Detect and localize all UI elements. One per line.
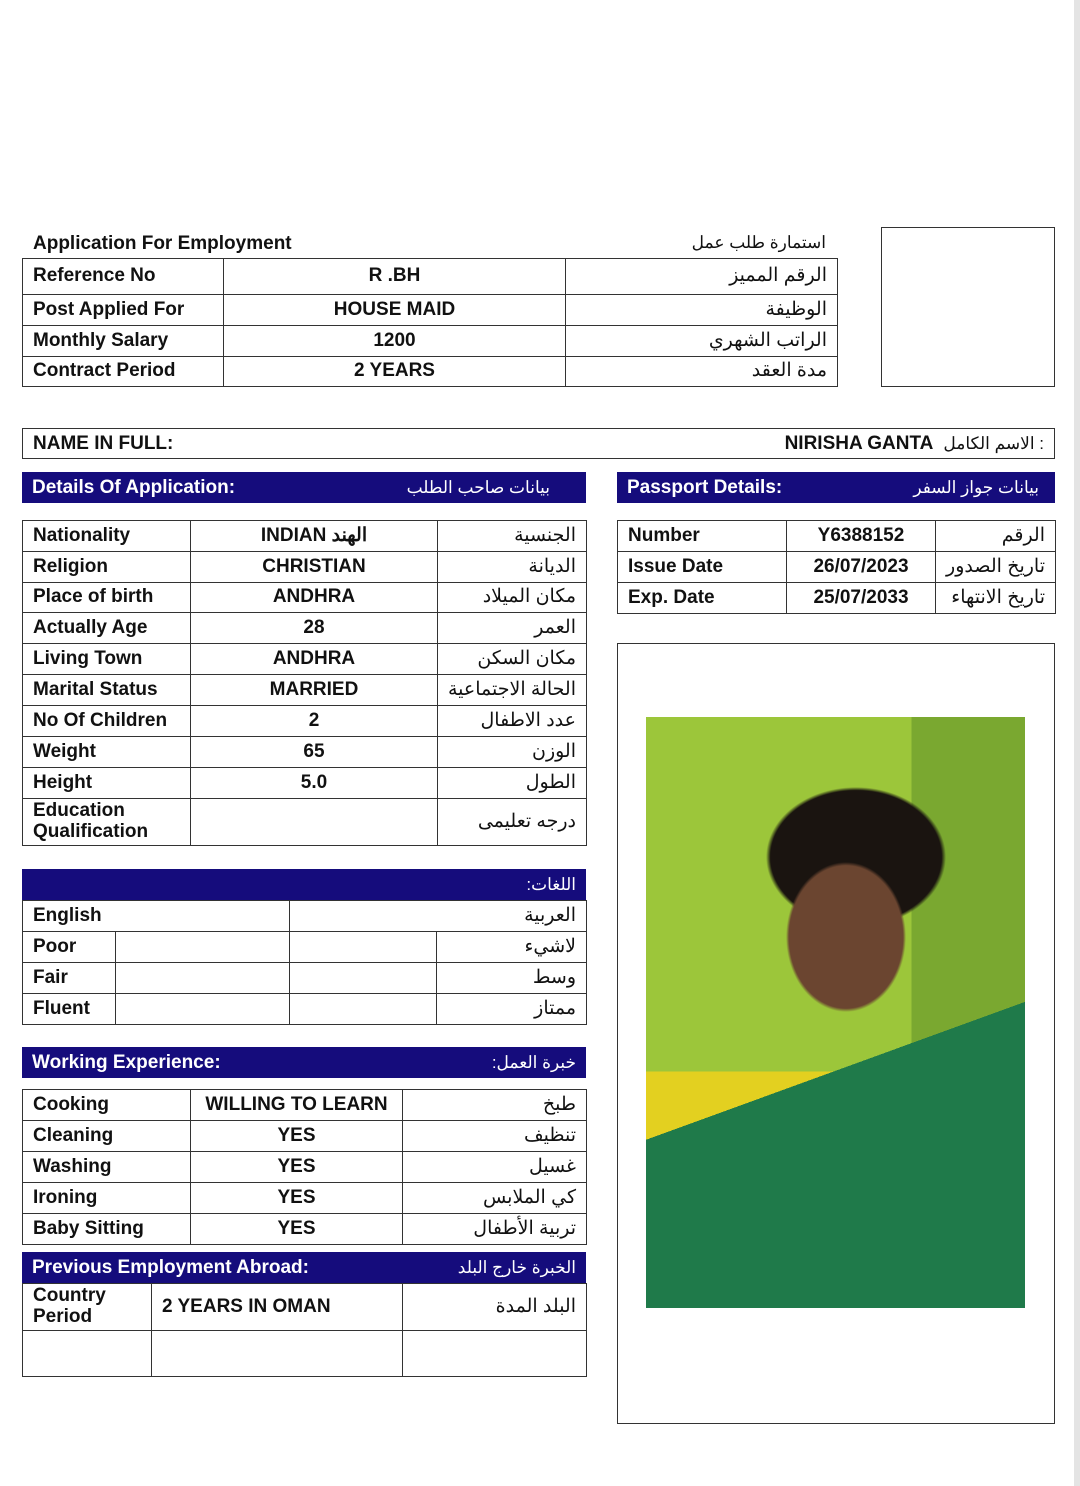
prev-grid <box>22 1283 587 1377</box>
skill-value: YES <box>191 1152 403 1183</box>
passport-title-ar: بيانات جواز السفر <box>913 477 1039 497</box>
field-value: 5.0 <box>191 768 438 799</box>
field-value: CHRISTIAN <box>191 552 438 583</box>
form-title-ar: استمارة طلب عمل <box>691 233 826 252</box>
field-label: Height <box>23 768 191 799</box>
skill-value: YES <box>191 1121 403 1152</box>
field-label-ar: الحالة الاجتماعية <box>438 675 587 706</box>
table-row <box>23 901 587 932</box>
table-row <box>23 768 587 799</box>
skill-label-ar: تربية الأطفال <box>403 1214 587 1245</box>
details-grid <box>22 520 587 846</box>
language-arabic-label: العربية <box>290 901 587 932</box>
table-row <box>618 583 1056 614</box>
full-name-label-ar: : الاسم الكامل <box>943 433 1044 453</box>
field-label <box>23 1331 152 1377</box>
field-label-ar: مدة العقد <box>566 357 838 387</box>
table-row <box>23 644 587 675</box>
field-value: Y6388152 <box>787 521 936 552</box>
field-label-ar: درجه تعليمى <box>438 799 587 846</box>
field-label: Nationality <box>23 521 191 552</box>
field-label-ar: البلد المدة <box>403 1284 587 1331</box>
table-row <box>23 963 587 994</box>
field-value: HOUSE MAID <box>224 295 566 326</box>
header-grid <box>22 258 838 387</box>
level-label-ar: وسط <box>437 963 587 994</box>
field-value: 26/07/2023 <box>787 552 936 583</box>
field-value: 25/07/2033 <box>787 583 936 614</box>
field-value <box>152 1331 403 1377</box>
arabic-level-cell <box>290 994 437 1025</box>
arabic-level-cell <box>290 932 437 963</box>
table-row <box>23 583 587 613</box>
skill-label: Cleaning <box>23 1121 191 1152</box>
field-label: No Of Children <box>23 706 191 737</box>
field-value: 1200 <box>224 326 566 357</box>
form-title-en: Application For Employment <box>33 233 292 254</box>
field-label-ar: الرقم <box>936 521 1056 552</box>
full-name-row <box>22 428 1055 459</box>
field-label-ar: مكان السكن <box>438 644 587 675</box>
field-value: R .BH <box>224 259 566 295</box>
table-row <box>23 799 587 846</box>
field-label: Marital Status <box>23 675 191 706</box>
field-label-ar: عدد الاطفال <box>438 706 587 737</box>
exp-grid <box>22 1089 587 1245</box>
field-label-ar: مكان الميلاد <box>438 583 587 613</box>
field-label-ar: الراتب الشهري <box>566 326 838 357</box>
table-row <box>23 1152 587 1183</box>
field-value: MARRIED <box>191 675 438 706</box>
skill-label: Cooking <box>23 1090 191 1121</box>
skill-label-ar: طبخ <box>403 1090 587 1121</box>
table-row <box>23 1121 587 1152</box>
previous-title: Previous Employment Abroad: <box>32 1256 309 1278</box>
skill-value: YES <box>191 1183 403 1214</box>
english-level-cell <box>116 932 290 963</box>
field-value: 2 YEARS IN OMAN <box>152 1284 403 1331</box>
field-label: Actually Age <box>23 613 191 644</box>
table-row <box>23 357 838 387</box>
field-value: 65 <box>191 737 438 768</box>
scrollbar[interactable] <box>1074 0 1080 1486</box>
level-label: Fluent <box>23 994 116 1025</box>
table-row <box>618 521 1056 552</box>
table-row <box>618 552 1056 583</box>
level-label: Poor <box>23 932 116 963</box>
table-row <box>23 613 587 644</box>
field-label: Contract Period <box>23 357 224 387</box>
table-row <box>23 994 587 1025</box>
level-label-ar: لاشيء <box>437 932 587 963</box>
table-row <box>23 552 587 583</box>
level-label: Fair <box>23 963 116 994</box>
skill-label-ar: كي الملابس <box>403 1183 587 1214</box>
field-label-ar: الرقم المميز <box>566 259 838 295</box>
table-row <box>23 1090 587 1121</box>
skill-label-ar: غسيل <box>403 1152 587 1183</box>
arabic-level-cell <box>290 963 437 994</box>
field-label-ar: الطول <box>438 768 587 799</box>
table-row <box>23 1284 587 1331</box>
table-row <box>23 706 587 737</box>
table-row <box>23 675 587 706</box>
table-row <box>23 326 838 357</box>
field-value: ANDHRA <box>191 583 438 613</box>
field-label: Reference No <box>23 259 224 295</box>
table-row <box>23 295 838 326</box>
field-value <box>191 799 438 846</box>
field-value: 2 YEARS <box>224 357 566 387</box>
level-label-ar: ممتاز <box>437 994 587 1025</box>
passport-header-bar <box>617 472 1055 503</box>
passport-grid <box>617 520 1056 614</box>
skill-label: Baby Sitting <box>23 1214 191 1245</box>
table-row <box>23 1214 587 1245</box>
languages-title-ar: اللغات: <box>526 874 576 894</box>
field-label: Country Period <box>23 1284 152 1331</box>
previous-title-ar: الخبرة خارج البلد <box>457 1257 576 1277</box>
field-label-ar: الجنسية <box>438 521 587 552</box>
details-header-bar <box>22 472 586 503</box>
photo-placeholder-box <box>881 227 1055 387</box>
applicant-photo <box>646 717 1025 1308</box>
field-label-ar: تاريخ الانتهاء <box>936 583 1056 614</box>
languages-header-bar <box>22 869 586 900</box>
field-value: 28 <box>191 613 438 644</box>
english-level-cell <box>116 963 290 994</box>
experience-title-ar: خبرة العمل: <box>491 1052 576 1072</box>
language-english-label: English <box>23 901 290 932</box>
details-title: Details Of Application: <box>32 476 236 498</box>
languages-grid <box>22 900 587 1025</box>
field-label-ar: تاريخ الصدور <box>936 552 1056 583</box>
full-name-value: NIRISHA GANTA <box>784 432 934 454</box>
table-row <box>23 932 587 963</box>
field-label-ar: العمر <box>438 613 587 644</box>
skill-value: YES <box>191 1214 403 1245</box>
field-label: Post Applied For <box>23 295 224 326</box>
skill-label: Washing <box>23 1152 191 1183</box>
field-value: 2 <box>191 706 438 737</box>
field-label: Monthly Salary <box>23 326 224 357</box>
table-row <box>23 737 587 768</box>
table-row <box>23 1183 587 1214</box>
table-row <box>23 521 587 552</box>
field-label: Number <box>618 521 787 552</box>
full-name-label: NAME IN FULL: <box>33 432 174 454</box>
field-label: Exp. Date <box>618 583 787 614</box>
field-label: Weight <box>23 737 191 768</box>
field-label: Issue Date <box>618 552 787 583</box>
passport-title: Passport Details: <box>627 476 783 498</box>
skill-label-ar: تنظيف <box>403 1121 587 1152</box>
table-row <box>23 259 838 295</box>
field-label: Place of birth <box>23 583 191 613</box>
previous-header-bar <box>22 1252 586 1283</box>
experience-header-bar <box>22 1047 586 1078</box>
table-row <box>23 1331 587 1377</box>
field-label-ar: الديانة <box>438 552 587 583</box>
details-title-ar: بيانات صاحب الطلب <box>406 477 550 497</box>
field-value: INDIAN الهند <box>191 521 438 552</box>
field-label-ar <box>403 1331 587 1377</box>
experience-title: Working Experience: <box>32 1051 221 1073</box>
skill-value: WILLING TO LEARN <box>191 1090 403 1121</box>
field-label: Education Qualification <box>23 799 191 846</box>
field-label-ar: الوظيفة <box>566 295 838 326</box>
english-level-cell <box>116 994 290 1025</box>
field-label: Religion <box>23 552 191 583</box>
field-value: ANDHRA <box>191 644 438 675</box>
field-label-ar: الوزن <box>438 737 587 768</box>
skill-label: Ironing <box>23 1183 191 1214</box>
field-label: Living Town <box>23 644 191 675</box>
